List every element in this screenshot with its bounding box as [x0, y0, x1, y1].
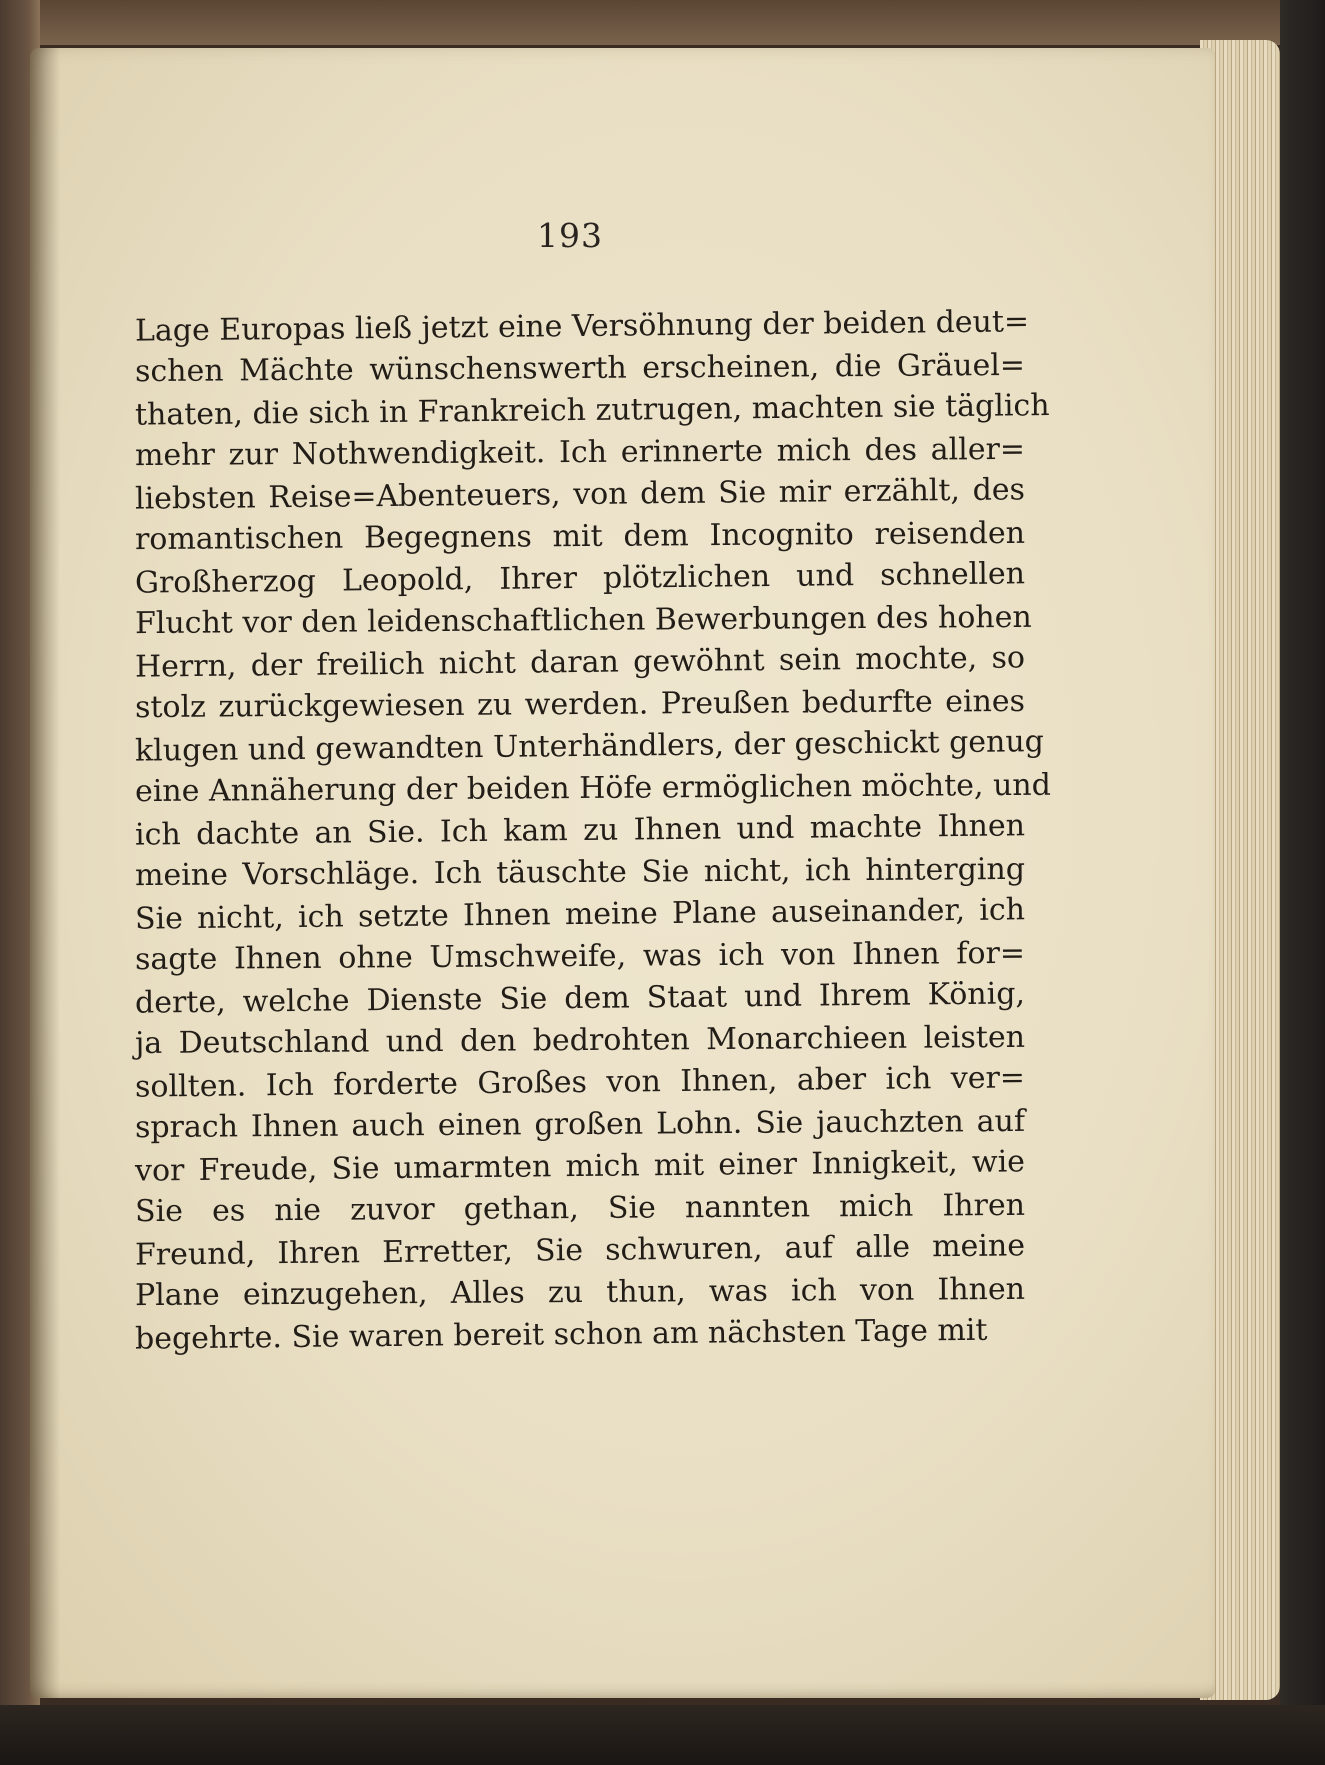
text-line: Flucht vor den leidenschaftlichen Bewerbungen des hohen: [134, 599, 1032, 642]
text-line: sprach Ihnen auch einen großen Lohn. Sie jauchzten auf: [134, 1103, 1026, 1146]
spine-shadow: [30, 48, 60, 1698]
text-line: ich dachte an Sie. Ich kam zu Ihnen und machte Ihnen: [134, 808, 1026, 853]
page-number: 193: [537, 216, 603, 255]
book-cover-bottom: [0, 1705, 1325, 1765]
text-line: romantischen Begegnens mit dem Incognito reisenden: [134, 515, 1026, 558]
text-line: schen Mächte wünschenswerth erscheinen, die Gräuel=: [134, 347, 1026, 390]
text-line: sollten. Ich forderte Großes von Ihnen, aber ich ver=: [134, 1060, 1026, 1105]
text-line: meine Vorschläge. Ich täuschte Sie nicht, ich hinterging: [134, 851, 1026, 894]
text-line: begehrte. Sie waren bereit schon am nächsten Tage mit: [134, 1312, 988, 1357]
text-line: Freund, Ihren Erretter, Sie schwuren, auf alle meine: [134, 1228, 1026, 1273]
text-line: sagte Ihnen ohne Umschweife, was ich von Ihnen for=: [134, 935, 1026, 978]
text-line: Plane einzugehen, Alles zu thun, was ich von Ihnen: [134, 1271, 1026, 1314]
book-cover-top: [0, 0, 1325, 45]
text-line: Großherzog Leopold, Ihrer plötzlichen und schnellen: [134, 556, 1026, 601]
text-line: liebsten Reise=Abenteuers, von dem Sie mir erzählt, des: [134, 472, 1026, 517]
text-line: vor Freude, Sie umarmten mich mit einer Innigkeit, wie: [134, 1144, 1026, 1189]
text-line: Herrn, der freilich nicht daran gewöhnt sein mochte, so: [134, 640, 1026, 685]
text-line: ja Deutschland und den bedrohten Monarchieen leisten: [134, 1019, 1026, 1062]
text-line: klugen und gewandten Unterhändlers, der geschickt genug: [134, 724, 1045, 769]
text-line: Sie es nie zuvor gethan, Sie nannten mich Ihren: [134, 1187, 1026, 1230]
body-text: [134, 304, 1051, 1357]
text-line: stolz zurückgewiesen zu werden. Preußen bedurfte eines: [134, 683, 1026, 726]
text-line: derte, welche Dienste Sie dem Staat und Ihrem König,: [134, 976, 1026, 1021]
book-cover-right: [1280, 0, 1325, 1765]
text-line: eine Annäherung der beiden Höfe ermöglichen möchte, und: [134, 767, 1051, 810]
text-line: Lage Europas ließ jetzt eine Versöhnung der beiden deut=: [134, 304, 1030, 349]
text-line: thaten, die sich in Frankreich zutrugen, machten sie täglich: [134, 388, 1050, 433]
text-line: mehr zur Nothwendigkeit. Ich erinnerte mich des aller=: [134, 431, 1026, 474]
text-line: Sie nicht, ich setzte Ihnen meine Plane auseinander, ich: [134, 892, 1026, 937]
